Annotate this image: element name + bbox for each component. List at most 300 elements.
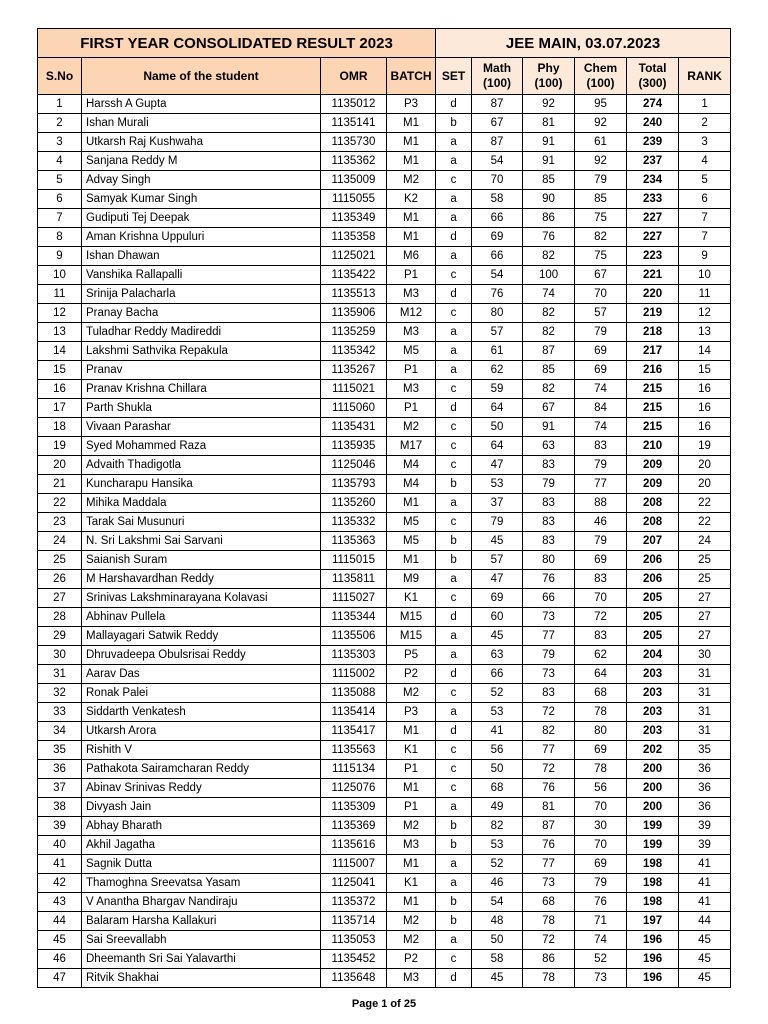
cell-name: Gudiputi Tej Deepak bbox=[82, 209, 321, 228]
cell-math: 50 bbox=[472, 418, 523, 437]
table-row bbox=[38, 570, 731, 589]
cell-rank: 12 bbox=[679, 304, 731, 323]
cell-set: d bbox=[436, 608, 472, 627]
cell-total: 216 bbox=[627, 361, 679, 380]
cell-phy: 79 bbox=[523, 646, 575, 665]
cell-omr: 1115015 bbox=[321, 551, 387, 570]
cell-name: Abhay Bharath bbox=[82, 817, 321, 836]
cell-omr: 1135648 bbox=[321, 969, 387, 988]
cell-batch: M3 bbox=[387, 969, 436, 988]
table-row bbox=[38, 361, 731, 380]
cell-rank: 15 bbox=[679, 361, 731, 380]
cell-sno: 18 bbox=[38, 418, 82, 437]
cell-sno: 6 bbox=[38, 190, 82, 209]
cell-name: Utkarsh Raj Kushwaha bbox=[82, 133, 321, 152]
cell-name: Sai Sreevallabh bbox=[82, 931, 321, 950]
table-row bbox=[38, 931, 731, 950]
table-row bbox=[38, 304, 731, 323]
cell-chem: 64 bbox=[575, 665, 627, 684]
cell-total: 203 bbox=[627, 665, 679, 684]
cell-set: c bbox=[436, 513, 472, 532]
table-row bbox=[38, 950, 731, 969]
cell-math: 50 bbox=[472, 760, 523, 779]
table-row bbox=[38, 532, 731, 551]
cell-batch: M2 bbox=[387, 817, 436, 836]
cell-rank: 44 bbox=[679, 912, 731, 931]
cell-chem: 73 bbox=[575, 969, 627, 988]
cell-omr: 1135141 bbox=[321, 114, 387, 133]
cell-chem: 92 bbox=[575, 114, 627, 133]
cell-sno: 21 bbox=[38, 475, 82, 494]
cell-rank: 3 bbox=[679, 133, 731, 152]
table-row bbox=[38, 228, 731, 247]
cell-omr: 1115055 bbox=[321, 190, 387, 209]
cell-rank: 36 bbox=[679, 779, 731, 798]
table-row bbox=[38, 513, 731, 532]
math-max: (100) bbox=[483, 76, 512, 90]
cell-rank: 27 bbox=[679, 608, 731, 627]
cell-chem: 78 bbox=[575, 760, 627, 779]
cell-total: 203 bbox=[627, 722, 679, 741]
cell-math: 68 bbox=[472, 779, 523, 798]
cell-total: 227 bbox=[627, 228, 679, 247]
cell-total: 196 bbox=[627, 969, 679, 988]
cell-chem: 69 bbox=[575, 342, 627, 361]
cell-omr: 1135369 bbox=[321, 817, 387, 836]
table-row bbox=[38, 152, 731, 171]
cell-batch: M1 bbox=[387, 152, 436, 171]
cell-batch: M1 bbox=[387, 722, 436, 741]
cell-sno: 4 bbox=[38, 152, 82, 171]
cell-rank: 7 bbox=[679, 209, 731, 228]
col-header-chem bbox=[575, 58, 627, 95]
table-row bbox=[38, 171, 731, 190]
chem-label: Chem bbox=[583, 61, 618, 75]
cell-batch: M5 bbox=[387, 532, 436, 551]
cell-omr: 1125046 bbox=[321, 456, 387, 475]
cell-phy: 77 bbox=[523, 855, 575, 874]
cell-name: Siddarth Venkatesh bbox=[82, 703, 321, 722]
cell-set: d bbox=[436, 95, 472, 114]
cell-rank: 35 bbox=[679, 741, 731, 760]
cell-chem: 79 bbox=[575, 323, 627, 342]
page-footer: Page 1 of 25 bbox=[351, 998, 417, 1010]
cell-set: c bbox=[436, 266, 472, 285]
cell-total: 200 bbox=[627, 760, 679, 779]
cell-set: a bbox=[436, 627, 472, 646]
cell-omr: 1135906 bbox=[321, 304, 387, 323]
table-row bbox=[38, 323, 731, 342]
cell-phy: 78 bbox=[523, 912, 575, 931]
cell-math: 70 bbox=[472, 171, 523, 190]
cell-name: Divyash Jain bbox=[82, 798, 321, 817]
cell-total: 208 bbox=[627, 513, 679, 532]
cell-sno: 14 bbox=[38, 342, 82, 361]
col-header-batch: BATCH bbox=[387, 58, 436, 95]
cell-rank: 22 bbox=[679, 494, 731, 513]
cell-rank: 24 bbox=[679, 532, 731, 551]
cell-batch: M6 bbox=[387, 247, 436, 266]
cell-batch: M5 bbox=[387, 513, 436, 532]
cell-set: b bbox=[436, 551, 472, 570]
cell-name: Dhruvadeepa Obulsrisai Reddy bbox=[82, 646, 321, 665]
cell-name: Vanshika Rallapalli bbox=[82, 266, 321, 285]
cell-name: Abinav Srinivas Reddy bbox=[82, 779, 321, 798]
cell-rank: 41 bbox=[679, 855, 731, 874]
cell-chem: 69 bbox=[575, 361, 627, 380]
cell-set: b bbox=[436, 912, 472, 931]
cell-math: 64 bbox=[472, 399, 523, 418]
exam-title: JEE MAIN, 03.07.2023 bbox=[436, 29, 731, 58]
cell-set: c bbox=[436, 456, 472, 475]
table-row bbox=[38, 95, 731, 114]
col-header-sno: S.No bbox=[38, 58, 82, 95]
cell-total: 200 bbox=[627, 779, 679, 798]
cell-omr: 1135935 bbox=[321, 437, 387, 456]
cell-name: Mallayagari Satwik Reddy bbox=[82, 627, 321, 646]
cell-total: 210 bbox=[627, 437, 679, 456]
math-label: Math bbox=[483, 61, 512, 75]
cell-math: 69 bbox=[472, 228, 523, 247]
cell-phy: 87 bbox=[523, 817, 575, 836]
col-header-set: SET bbox=[436, 58, 472, 95]
cell-rank: 11 bbox=[679, 285, 731, 304]
cell-math: 47 bbox=[472, 570, 523, 589]
cell-set: a bbox=[436, 323, 472, 342]
cell-phy: 83 bbox=[523, 532, 575, 551]
cell-math: 87 bbox=[472, 95, 523, 114]
cell-phy: 77 bbox=[523, 741, 575, 760]
cell-phy: 100 bbox=[523, 266, 575, 285]
cell-sno: 28 bbox=[38, 608, 82, 627]
cell-rank: 25 bbox=[679, 570, 731, 589]
table-row bbox=[38, 893, 731, 912]
cell-rank: 45 bbox=[679, 931, 731, 950]
cell-batch: K1 bbox=[387, 741, 436, 760]
cell-total: 196 bbox=[627, 950, 679, 969]
cell-batch: M1 bbox=[387, 114, 436, 133]
cell-math: 45 bbox=[472, 627, 523, 646]
cell-name: Lakshmi Sathvika Repakula bbox=[82, 342, 321, 361]
cell-set: c bbox=[436, 779, 472, 798]
cell-total: 207 bbox=[627, 532, 679, 551]
cell-name: Advaith Thadigotla bbox=[82, 456, 321, 475]
cell-total: 198 bbox=[627, 855, 679, 874]
cell-batch: M17 bbox=[387, 437, 436, 456]
cell-phy: 68 bbox=[523, 893, 575, 912]
cell-omr: 1115027 bbox=[321, 589, 387, 608]
cell-name: Harssh A Gupta bbox=[82, 95, 321, 114]
cell-rank: 1 bbox=[679, 95, 731, 114]
cell-name: Tarak Sai Musunuri bbox=[82, 513, 321, 532]
cell-batch: M9 bbox=[387, 570, 436, 589]
cell-chem: 83 bbox=[575, 627, 627, 646]
cell-set: c bbox=[436, 171, 472, 190]
table-row bbox=[38, 817, 731, 836]
cell-batch: P1 bbox=[387, 361, 436, 380]
cell-omr: 1135053 bbox=[321, 931, 387, 950]
cell-set: b bbox=[436, 114, 472, 133]
cell-chem: 74 bbox=[575, 931, 627, 950]
cell-phy: 86 bbox=[523, 950, 575, 969]
cell-math: 54 bbox=[472, 266, 523, 285]
cell-rank: 36 bbox=[679, 760, 731, 779]
cell-phy: 76 bbox=[523, 570, 575, 589]
cell-batch: K1 bbox=[387, 589, 436, 608]
cell-batch: M3 bbox=[387, 836, 436, 855]
cell-phy: 72 bbox=[523, 760, 575, 779]
cell-math: 53 bbox=[472, 475, 523, 494]
cell-set: d bbox=[436, 285, 472, 304]
cell-omr: 1135506 bbox=[321, 627, 387, 646]
cell-name: Sagnik Dutta bbox=[82, 855, 321, 874]
cell-total: 208 bbox=[627, 494, 679, 513]
cell-set: d bbox=[436, 969, 472, 988]
table-row bbox=[38, 760, 731, 779]
cell-rank: 30 bbox=[679, 646, 731, 665]
cell-total: 218 bbox=[627, 323, 679, 342]
cell-chem: 78 bbox=[575, 703, 627, 722]
cell-batch: P2 bbox=[387, 950, 436, 969]
cell-batch: P1 bbox=[387, 399, 436, 418]
cell-sno: 12 bbox=[38, 304, 82, 323]
cell-chem: 46 bbox=[575, 513, 627, 532]
cell-name: V Anantha Bhargav Nandiraju bbox=[82, 893, 321, 912]
cell-phy: 87 bbox=[523, 342, 575, 361]
cell-batch: M2 bbox=[387, 171, 436, 190]
cell-rank: 16 bbox=[679, 380, 731, 399]
cell-total: 205 bbox=[627, 589, 679, 608]
cell-sno: 13 bbox=[38, 323, 82, 342]
cell-math: 52 bbox=[472, 684, 523, 703]
cell-name: Advay Singh bbox=[82, 171, 321, 190]
cell-total: 196 bbox=[627, 931, 679, 950]
table-row bbox=[38, 722, 731, 741]
cell-batch: M15 bbox=[387, 627, 436, 646]
cell-sno: 25 bbox=[38, 551, 82, 570]
cell-sno: 32 bbox=[38, 684, 82, 703]
cell-batch: M3 bbox=[387, 323, 436, 342]
cell-omr: 1115007 bbox=[321, 855, 387, 874]
cell-omr: 1135009 bbox=[321, 171, 387, 190]
cell-omr: 1115021 bbox=[321, 380, 387, 399]
cell-omr: 1135342 bbox=[321, 342, 387, 361]
cell-sno: 45 bbox=[38, 931, 82, 950]
table-row bbox=[38, 779, 731, 798]
cell-omr: 1135088 bbox=[321, 684, 387, 703]
cell-math: 87 bbox=[472, 133, 523, 152]
cell-rank: 31 bbox=[679, 722, 731, 741]
cell-math: 53 bbox=[472, 836, 523, 855]
cell-name: Tuladhar Reddy Madireddi bbox=[82, 323, 321, 342]
cell-phy: 91 bbox=[523, 418, 575, 437]
cell-total: 200 bbox=[627, 798, 679, 817]
cell-math: 69 bbox=[472, 589, 523, 608]
cell-math: 47 bbox=[472, 456, 523, 475]
cell-set: c bbox=[436, 418, 472, 437]
cell-set: a bbox=[436, 855, 472, 874]
table-row bbox=[38, 969, 731, 988]
cell-batch: P1 bbox=[387, 266, 436, 285]
cell-name: M Harshavardhan Reddy bbox=[82, 570, 321, 589]
cell-omr: 1115002 bbox=[321, 665, 387, 684]
col-header-total bbox=[627, 58, 679, 95]
cell-omr: 1125076 bbox=[321, 779, 387, 798]
cell-name: Sanjana Reddy M bbox=[82, 152, 321, 171]
cell-rank: 31 bbox=[679, 684, 731, 703]
cell-set: c bbox=[436, 741, 472, 760]
cell-total: 209 bbox=[627, 475, 679, 494]
cell-set: c bbox=[436, 760, 472, 779]
cell-name: Pranav bbox=[82, 361, 321, 380]
cell-phy: 79 bbox=[523, 475, 575, 494]
cell-math: 48 bbox=[472, 912, 523, 931]
cell-sno: 16 bbox=[38, 380, 82, 399]
cell-batch: M1 bbox=[387, 228, 436, 247]
cell-rank: 41 bbox=[679, 893, 731, 912]
phy-max: (100) bbox=[534, 76, 563, 90]
cell-batch: M3 bbox=[387, 380, 436, 399]
cell-set: b bbox=[436, 836, 472, 855]
cell-set: d bbox=[436, 722, 472, 741]
cell-sno: 46 bbox=[38, 950, 82, 969]
cell-omr: 1115060 bbox=[321, 399, 387, 418]
cell-omr: 1135372 bbox=[321, 893, 387, 912]
cell-name: Ishan Murali bbox=[82, 114, 321, 133]
cell-batch: K1 bbox=[387, 874, 436, 893]
cell-math: 82 bbox=[472, 817, 523, 836]
cell-chem: 79 bbox=[575, 532, 627, 551]
cell-chem: 74 bbox=[575, 418, 627, 437]
cell-name: Vivaan Parashar bbox=[82, 418, 321, 437]
cell-rank: 39 bbox=[679, 817, 731, 836]
table-row bbox=[38, 551, 731, 570]
cell-sno: 2 bbox=[38, 114, 82, 133]
cell-phy: 85 bbox=[523, 171, 575, 190]
cell-batch: M2 bbox=[387, 418, 436, 437]
cell-phy: 66 bbox=[523, 589, 575, 608]
cell-chem: 56 bbox=[575, 779, 627, 798]
cell-sno: 24 bbox=[38, 532, 82, 551]
cell-sno: 41 bbox=[38, 855, 82, 874]
cell-batch: P2 bbox=[387, 665, 436, 684]
cell-total: 215 bbox=[627, 399, 679, 418]
cell-name: Balaram Harsha Kallakuri bbox=[82, 912, 321, 931]
cell-rank: 31 bbox=[679, 665, 731, 684]
cell-batch: M15 bbox=[387, 608, 436, 627]
cell-total: 221 bbox=[627, 266, 679, 285]
cell-rank: 25 bbox=[679, 551, 731, 570]
cell-chem: 79 bbox=[575, 171, 627, 190]
cell-phy: 91 bbox=[523, 133, 575, 152]
cell-math: 66 bbox=[472, 247, 523, 266]
cell-batch: M1 bbox=[387, 893, 436, 912]
cell-omr: 1135012 bbox=[321, 95, 387, 114]
cell-phy: 63 bbox=[523, 437, 575, 456]
cell-math: 49 bbox=[472, 798, 523, 817]
table-row bbox=[38, 665, 731, 684]
cell-set: a bbox=[436, 494, 472, 513]
cell-total: 220 bbox=[627, 285, 679, 304]
cell-phy: 76 bbox=[523, 836, 575, 855]
cell-rank: 9 bbox=[679, 247, 731, 266]
cell-chem: 74 bbox=[575, 380, 627, 399]
cell-math: 58 bbox=[472, 950, 523, 969]
cell-name: Srinivas Lakshminarayana Kolavasi bbox=[82, 589, 321, 608]
cell-math: 63 bbox=[472, 646, 523, 665]
chem-max: (100) bbox=[586, 76, 615, 90]
cell-set: a bbox=[436, 931, 472, 950]
cell-set: a bbox=[436, 342, 472, 361]
cell-name: Parth Shukla bbox=[82, 399, 321, 418]
cell-rank: 16 bbox=[679, 418, 731, 437]
cell-name: Samyak Kumar Singh bbox=[82, 190, 321, 209]
cell-batch: M12 bbox=[387, 304, 436, 323]
cell-batch: M2 bbox=[387, 931, 436, 950]
table-row bbox=[38, 475, 731, 494]
col-header-name: Name of the student bbox=[82, 58, 321, 95]
cell-chem: 75 bbox=[575, 247, 627, 266]
cell-rank: 10 bbox=[679, 266, 731, 285]
cell-rank: 20 bbox=[679, 475, 731, 494]
cell-set: a bbox=[436, 361, 472, 380]
cell-chem: 30 bbox=[575, 817, 627, 836]
cell-set: a bbox=[436, 133, 472, 152]
cell-set: a bbox=[436, 874, 472, 893]
cell-chem: 57 bbox=[575, 304, 627, 323]
cell-sno: 26 bbox=[38, 570, 82, 589]
cell-name: Saianish Suram bbox=[82, 551, 321, 570]
cell-omr: 1135349 bbox=[321, 209, 387, 228]
cell-name: Aarav Das bbox=[82, 665, 321, 684]
cell-sno: 8 bbox=[38, 228, 82, 247]
cell-sno: 1 bbox=[38, 95, 82, 114]
table-row bbox=[38, 285, 731, 304]
cell-set: c bbox=[436, 684, 472, 703]
cell-phy: 73 bbox=[523, 874, 575, 893]
cell-omr: 1135811 bbox=[321, 570, 387, 589]
cell-batch: M1 bbox=[387, 494, 436, 513]
total-max: (300) bbox=[638, 76, 667, 90]
cell-math: 52 bbox=[472, 855, 523, 874]
cell-total: 205 bbox=[627, 608, 679, 627]
cell-chem: 70 bbox=[575, 285, 627, 304]
cell-omr: 1135414 bbox=[321, 703, 387, 722]
cell-chem: 83 bbox=[575, 570, 627, 589]
cell-name: Ishan Dhawan bbox=[82, 247, 321, 266]
cell-sno: 22 bbox=[38, 494, 82, 513]
cell-total: 227 bbox=[627, 209, 679, 228]
cell-batch: K2 bbox=[387, 190, 436, 209]
cell-sno: 44 bbox=[38, 912, 82, 931]
cell-phy: 83 bbox=[523, 456, 575, 475]
cell-rank: 4 bbox=[679, 152, 731, 171]
table-row bbox=[38, 798, 731, 817]
cell-rank: 45 bbox=[679, 969, 731, 988]
cell-omr: 1135452 bbox=[321, 950, 387, 969]
table-row bbox=[38, 399, 731, 418]
cell-total: 202 bbox=[627, 741, 679, 760]
table-row bbox=[38, 627, 731, 646]
cell-chem: 79 bbox=[575, 874, 627, 893]
cell-total: 237 bbox=[627, 152, 679, 171]
cell-phy: 83 bbox=[523, 513, 575, 532]
cell-total: 203 bbox=[627, 684, 679, 703]
cell-sno: 34 bbox=[38, 722, 82, 741]
cell-name: N. Sri Lakshmi Sai Sarvani bbox=[82, 532, 321, 551]
sheet-title: FIRST YEAR CONSOLIDATED RESULT 2023 bbox=[38, 29, 436, 58]
cell-chem: 68 bbox=[575, 684, 627, 703]
